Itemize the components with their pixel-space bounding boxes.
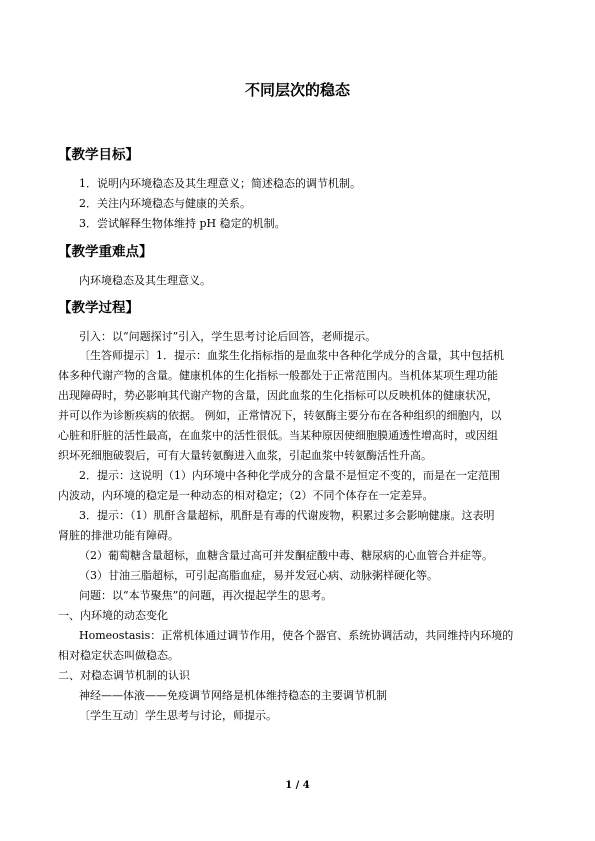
heading-goals: 【教学目标】 xyxy=(58,147,139,163)
process-line-6: 心脏和肝脏的活性最高，在血浆中的活性很低。当某种原因使细胞膜通透性增高时，或因组 xyxy=(58,429,498,442)
process-line-19: 神经——体液——免疫调节网络是机体维持稳态的主要调节机制 xyxy=(79,689,387,702)
process-line-10: 3．提示：（1）肌酐含量超标，肌酐是有毒的代谢废物，积累过多会影响健康。这表明 xyxy=(79,509,495,522)
process-line-11: 肾脏的排泄功能有障碍。 xyxy=(58,529,179,542)
key-points-text: 内环境稳态及其生理意义。 xyxy=(79,274,211,287)
process-line-20: 〔学生互动〕学生思考与讨论，师提示。 xyxy=(79,709,277,722)
process-line-2: 〔生答师提示〕1．提示：血浆生化指标指的是血浆中各种化学成分的含量，其中包括机 xyxy=(79,349,504,362)
process-line-9: 内波动，内环境的稳定是一种动态的相对稳定；（2）不同个体存在一定差异。 xyxy=(58,489,434,502)
process-line-5: 并可以作为诊断疾病的依据。 例如，正常情况下，转氨酶主要分布在各种组织的细胞内，以 xyxy=(58,409,502,422)
section-title-2: 二、对稳态调节机制的认识 xyxy=(58,669,190,682)
process-line-16: Homeostasis：正常机体通过调节作用，使各个器官、系统协调活动，共同维持内环境的 xyxy=(79,629,514,642)
goal-item-1: 1．说明内环境稳态及其生理意义；简述稳态的调节机制。 xyxy=(79,177,361,190)
goal-item-2: 2．关注内环境稳态与健康的关系。 xyxy=(79,197,251,210)
process-line-12: （2）葡萄糖含量超标，血糖含量过高可并发酮症酸中毒、糖尿病的心血管合并症等。 xyxy=(79,549,493,562)
process-line-8: 2．提示：这说明（1）内环境中各种化学成分的含量不是恒定不变的，而是在一定范围 xyxy=(79,469,500,482)
process-line-14: 问题：以“本节聚焦”的问题，再次提起学生的思考。 xyxy=(79,589,333,602)
heading-key-points: 【教学重难点】 xyxy=(58,244,153,260)
document-title: 不同层次的稳态 xyxy=(244,81,350,99)
section-title-1: 一、内环境的动态变化 xyxy=(58,609,168,622)
goal-item-3: 3．尝试解释生物体维持 pH 稳定的机制。 xyxy=(79,217,286,230)
process-line-4: 出现障碍时，势必影响其代谢产物的含量，因此血浆的生化指标可以反映机体的健康状况， xyxy=(58,389,498,402)
page-number: 1 / 4 xyxy=(285,780,310,791)
process-line-7: 织坏死细胞破裂后，可有大量转氨酶进入血浆，引起血浆中转氨酶活性升高。 xyxy=(58,449,432,462)
process-line-3: 体多种代谢产物的含量。健康机体的生化指标一般都处于正常范围内。当机体某项生理功能 xyxy=(58,369,498,382)
heading-process: 【教学过程】 xyxy=(58,300,139,316)
process-line-13: （3）甘油三脂超标，可引起高脂血症，易并发冠心病、动脉粥样硬化等。 xyxy=(79,569,438,582)
process-line-1: 引入：以“问题探讨”引入，学生思考讨论后回答，老师提示。 xyxy=(79,330,377,343)
process-line-17: 相对稳定状态叫做稳态。 xyxy=(58,649,179,662)
